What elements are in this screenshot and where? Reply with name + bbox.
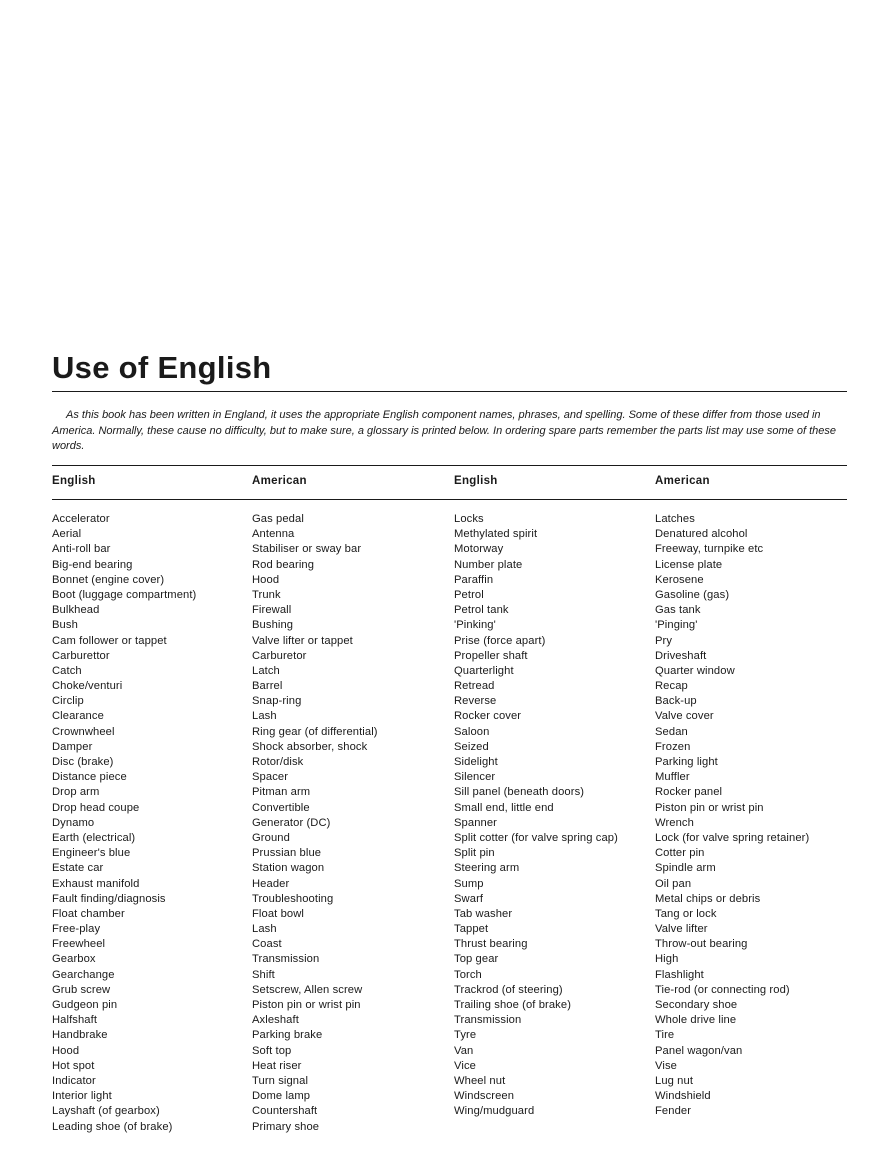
glossary-term: Metal chips or debris — [655, 892, 761, 905]
glossary-term: Ring gear (of differential) — [252, 725, 378, 738]
glossary-term: Lash — [252, 710, 277, 723]
glossary-term: Dynamo — [52, 816, 95, 829]
glossary-term: Rod bearing — [252, 558, 315, 571]
glossary-term: Handbrake — [52, 1029, 108, 1042]
glossary-term: Tyre — [454, 1029, 477, 1042]
glossary-term: Firewall — [252, 604, 292, 617]
glossary-term: Freewheel — [52, 938, 106, 951]
glossary-term: Crownwheel — [52, 725, 115, 738]
table-top-divider — [52, 465, 847, 466]
glossary-term: Torch — [454, 968, 482, 981]
glossary-term: Methylated spirit — [454, 528, 538, 541]
glossary-term: Windscreen — [454, 1090, 515, 1103]
glossary-term: Retread — [454, 680, 495, 693]
glossary-term: Tang or lock — [655, 907, 717, 920]
glossary-term: Saloon — [454, 725, 490, 738]
glossary-term: Steering arm — [454, 862, 520, 875]
glossary-term: Driveshaft — [655, 649, 707, 662]
glossary-term: Spacer — [252, 771, 289, 784]
glossary-term: Stabiliser or sway bar — [252, 543, 362, 556]
glossary-term: Locks — [454, 513, 484, 525]
glossary-term: Freeway, turnpike etc — [655, 543, 764, 556]
glossary-term: Leading shoe (of brake) — [52, 1120, 173, 1133]
glossary-term: Turn signal — [252, 1074, 309, 1087]
glossary-term: Ground — [252, 831, 290, 844]
glossary-term: Carburettor — [52, 649, 110, 662]
glossary-term: Lash — [252, 923, 277, 936]
column-header-american-2: American — [655, 475, 710, 487]
glossary-term: Secondary shoe — [655, 999, 738, 1011]
header-divider — [52, 499, 847, 500]
glossary-term: Free-play — [52, 923, 101, 936]
glossary-term: Parking light — [655, 756, 718, 768]
glossary-term: Station wagon — [252, 862, 325, 875]
glossary-term: Sill panel (beneath doors) — [454, 786, 585, 799]
glossary-term: Bonnet (engine cover) — [52, 573, 165, 586]
glossary-term: Quarterlight — [454, 664, 514, 677]
glossary-term: Transmission — [454, 1014, 522, 1027]
glossary-term: Earth (electrical) — [52, 831, 136, 844]
english-terms-column-2 — [454, 512, 618, 1120]
glossary-term: 'Pinging' — [655, 619, 698, 632]
glossary-term: Soft top — [252, 1044, 292, 1057]
glossary-term: Clearance — [52, 710, 104, 723]
glossary-term: Troubleshooting — [252, 892, 334, 905]
glossary-term: Tappet — [454, 923, 489, 936]
glossary-term: License plate — [655, 558, 723, 571]
glossary-term: Trunk — [252, 588, 281, 601]
glossary-term: Rotor/disk — [252, 756, 304, 768]
glossary-term: Big-end bearing — [52, 558, 133, 571]
glossary-term: Valve cover — [655, 710, 714, 723]
glossary-term: Wing/mudguard — [454, 1105, 535, 1118]
glossary-term: Boot (luggage compartment) — [52, 588, 197, 601]
glossary-term: Gearbox — [52, 953, 96, 966]
glossary-term: Propeller shaft — [454, 649, 528, 662]
glossary-term: Kerosene — [655, 573, 704, 586]
glossary-term: Split cotter (for valve spring cap) — [454, 831, 618, 844]
glossary-term: Valve lifter — [655, 923, 708, 936]
glossary-term: Valve lifter or tappet — [252, 634, 353, 647]
glossary-term: Float chamber — [52, 907, 125, 920]
glossary-term: Shift — [252, 968, 275, 981]
glossary-term: Snap-ring — [252, 695, 302, 708]
glossary-term: Lug nut — [655, 1074, 694, 1087]
glossary-term: Setscrew, Allen screw — [252, 983, 363, 996]
glossary-term: Paraffin — [454, 573, 494, 586]
glossary-term: Pry — [655, 634, 673, 647]
glossary-term: Wrench — [655, 816, 694, 829]
glossary-term: High — [655, 953, 679, 966]
glossary-term: Windshield — [655, 1090, 711, 1103]
column-header-english-1: English — [52, 475, 96, 487]
glossary-term: Van — [454, 1044, 474, 1057]
glossary-term: Indicator — [52, 1074, 96, 1087]
glossary-term: Small end, little end — [454, 801, 554, 814]
glossary-term: Engineer's blue — [52, 847, 131, 860]
glossary-term: Muffler — [655, 771, 690, 784]
glossary-term: Generator (DC) — [252, 816, 331, 829]
glossary-term: Panel wagon/van — [655, 1044, 743, 1057]
glossary-term: Choke/venturi — [52, 680, 123, 693]
glossary-term: Wheel nut — [454, 1074, 506, 1087]
title-divider — [52, 391, 847, 392]
glossary-term: Latch — [252, 664, 280, 677]
glossary-term: Bushing — [252, 619, 294, 632]
glossary-term: Sidelight — [454, 756, 498, 768]
glossary-term: Flashlight — [655, 968, 704, 981]
glossary-term: Distance piece — [52, 771, 127, 784]
glossary-term: Spindle arm — [655, 862, 716, 875]
glossary-term: Gas pedal — [252, 513, 304, 525]
glossary-term: 'Pinking' — [454, 619, 496, 632]
glossary-term: Parking brake — [252, 1029, 323, 1042]
glossary-term: Gasoline (gas) — [655, 588, 730, 601]
glossary-term: Estate car — [52, 862, 104, 875]
glossary-term: Barrel — [252, 680, 283, 693]
glossary-term: Split pin — [454, 847, 495, 860]
glossary-term: Carburetor — [252, 649, 307, 662]
glossary-term: Piston pin or wrist pin — [655, 801, 764, 814]
glossary-term: Vise — [655, 1059, 677, 1072]
glossary-term: Coast — [252, 938, 282, 951]
glossary-term: Quarter window — [655, 664, 735, 677]
glossary-term: Gudgeon pin — [52, 999, 118, 1011]
glossary-term: Cotter pin — [655, 847, 705, 860]
glossary-term: Heat riser — [252, 1059, 302, 1072]
glossary-term: Bulkhead — [52, 604, 100, 617]
glossary-term: Primary shoe — [252, 1120, 320, 1133]
glossary-term: Halfshaft — [52, 1014, 98, 1027]
glossary-term: Trackrod (of steering) — [454, 983, 563, 996]
glossary-term: Hood — [52, 1044, 80, 1057]
glossary-term: Fender — [655, 1105, 692, 1118]
glossary-term: Reverse — [454, 695, 497, 708]
intro-paragraph: As this book has been written in England, it uses the appropriate English component names, phrases, and spelling. Some of these differ from those used in America. Normally, these cause no difficulty, but to make sure, a glossary is printed below. In ordering spare parts remember the parts list may use some of these words. — [52, 409, 836, 453]
glossary-term: Countershaft — [252, 1105, 318, 1118]
glossary-term: Back-up — [655, 695, 697, 708]
glossary-term: Fault finding/diagnosis — [52, 892, 166, 905]
glossary-term: Convertible — [252, 801, 310, 814]
glossary-term: Thrust bearing — [454, 938, 528, 951]
glossary-term: Gas tank — [655, 604, 701, 617]
glossary-term: Oil pan — [655, 877, 692, 890]
glossary-term: Layshaft (of gearbox) — [52, 1105, 160, 1118]
glossary-term: Catch — [52, 664, 82, 677]
glossary-term: Circlip — [52, 695, 84, 708]
english-terms-column-1 — [52, 512, 196, 1135]
glossary-term: Throw-out bearing — [655, 938, 748, 951]
glossary-term: Grub screw — [52, 983, 111, 996]
glossary-term: Float bowl — [252, 907, 304, 920]
glossary-term: Damper — [52, 740, 93, 753]
glossary-term: Axleshaft — [252, 1014, 299, 1027]
glossary-term: Cam follower or tappet — [52, 634, 167, 647]
glossary-term: Sump — [454, 877, 484, 890]
glossary-term: Tire — [655, 1029, 675, 1042]
american-terms-column-2 — [655, 512, 809, 1120]
glossary-term: Recap — [655, 680, 688, 693]
glossary-term: Prussian blue — [252, 847, 322, 860]
page-title: Use of English — [52, 350, 272, 385]
glossary-term: Drop arm — [52, 786, 100, 799]
glossary-term: Petrol tank — [454, 604, 509, 617]
glossary-term: Hot spot — [52, 1059, 95, 1072]
glossary-term: Trailing shoe (of brake) — [454, 999, 572, 1011]
glossary-term: Frozen — [655, 740, 691, 753]
glossary-term: Denatured alcohol — [655, 528, 748, 541]
glossary-term: Aerial — [52, 528, 82, 541]
glossary-term: Silencer — [454, 771, 496, 784]
glossary-term: Whole drive line — [655, 1014, 737, 1027]
glossary-term: Shock absorber, shock — [252, 740, 368, 753]
glossary-term: Motorway — [454, 543, 504, 556]
glossary-term: Seized — [454, 740, 489, 753]
column-header-english-2: English — [454, 475, 498, 487]
glossary-term: Tie-rod (or connecting rod) — [655, 983, 790, 996]
glossary-term: Hood — [252, 573, 280, 586]
glossary-term: Rocker panel — [655, 786, 723, 799]
glossary-term: Sedan — [655, 725, 688, 738]
glossary-term: Number plate — [454, 558, 523, 571]
glossary-term: Anti-roll bar — [52, 543, 111, 556]
glossary-term: Gearchange — [52, 968, 115, 981]
american-terms-column-1 — [252, 512, 378, 1135]
glossary-term: Exhaust manifold — [52, 877, 140, 890]
glossary-term: Prise (force apart) — [454, 634, 546, 647]
glossary-term: Swarf — [454, 892, 484, 905]
glossary-term: Bush — [52, 619, 78, 632]
glossary-term: Pitman arm — [252, 786, 311, 799]
glossary-term: Latches — [655, 513, 695, 525]
glossary-term: Header — [252, 877, 290, 890]
glossary-term: Transmission — [252, 953, 320, 966]
glossary-term: Disc (brake) — [52, 756, 114, 768]
glossary-term: Antenna — [252, 528, 295, 541]
glossary-term: Petrol — [454, 588, 484, 601]
glossary-term: Top gear — [454, 953, 499, 966]
glossary-term: Accelerator — [52, 513, 110, 525]
glossary-term: Rocker cover — [454, 710, 522, 723]
column-header-american-1: American — [252, 475, 307, 487]
glossary-term: Tab washer — [454, 907, 513, 920]
glossary-term: Spanner — [454, 816, 497, 829]
glossary-term: Drop head coupe — [52, 801, 140, 814]
glossary-term: Piston pin or wrist pin — [252, 999, 361, 1011]
glossary-term: Interior light — [52, 1090, 112, 1103]
glossary-term: Lock (for valve spring retainer) — [655, 831, 810, 844]
glossary-term: Vice — [454, 1059, 476, 1072]
glossary-term: Dome lamp — [252, 1090, 311, 1103]
